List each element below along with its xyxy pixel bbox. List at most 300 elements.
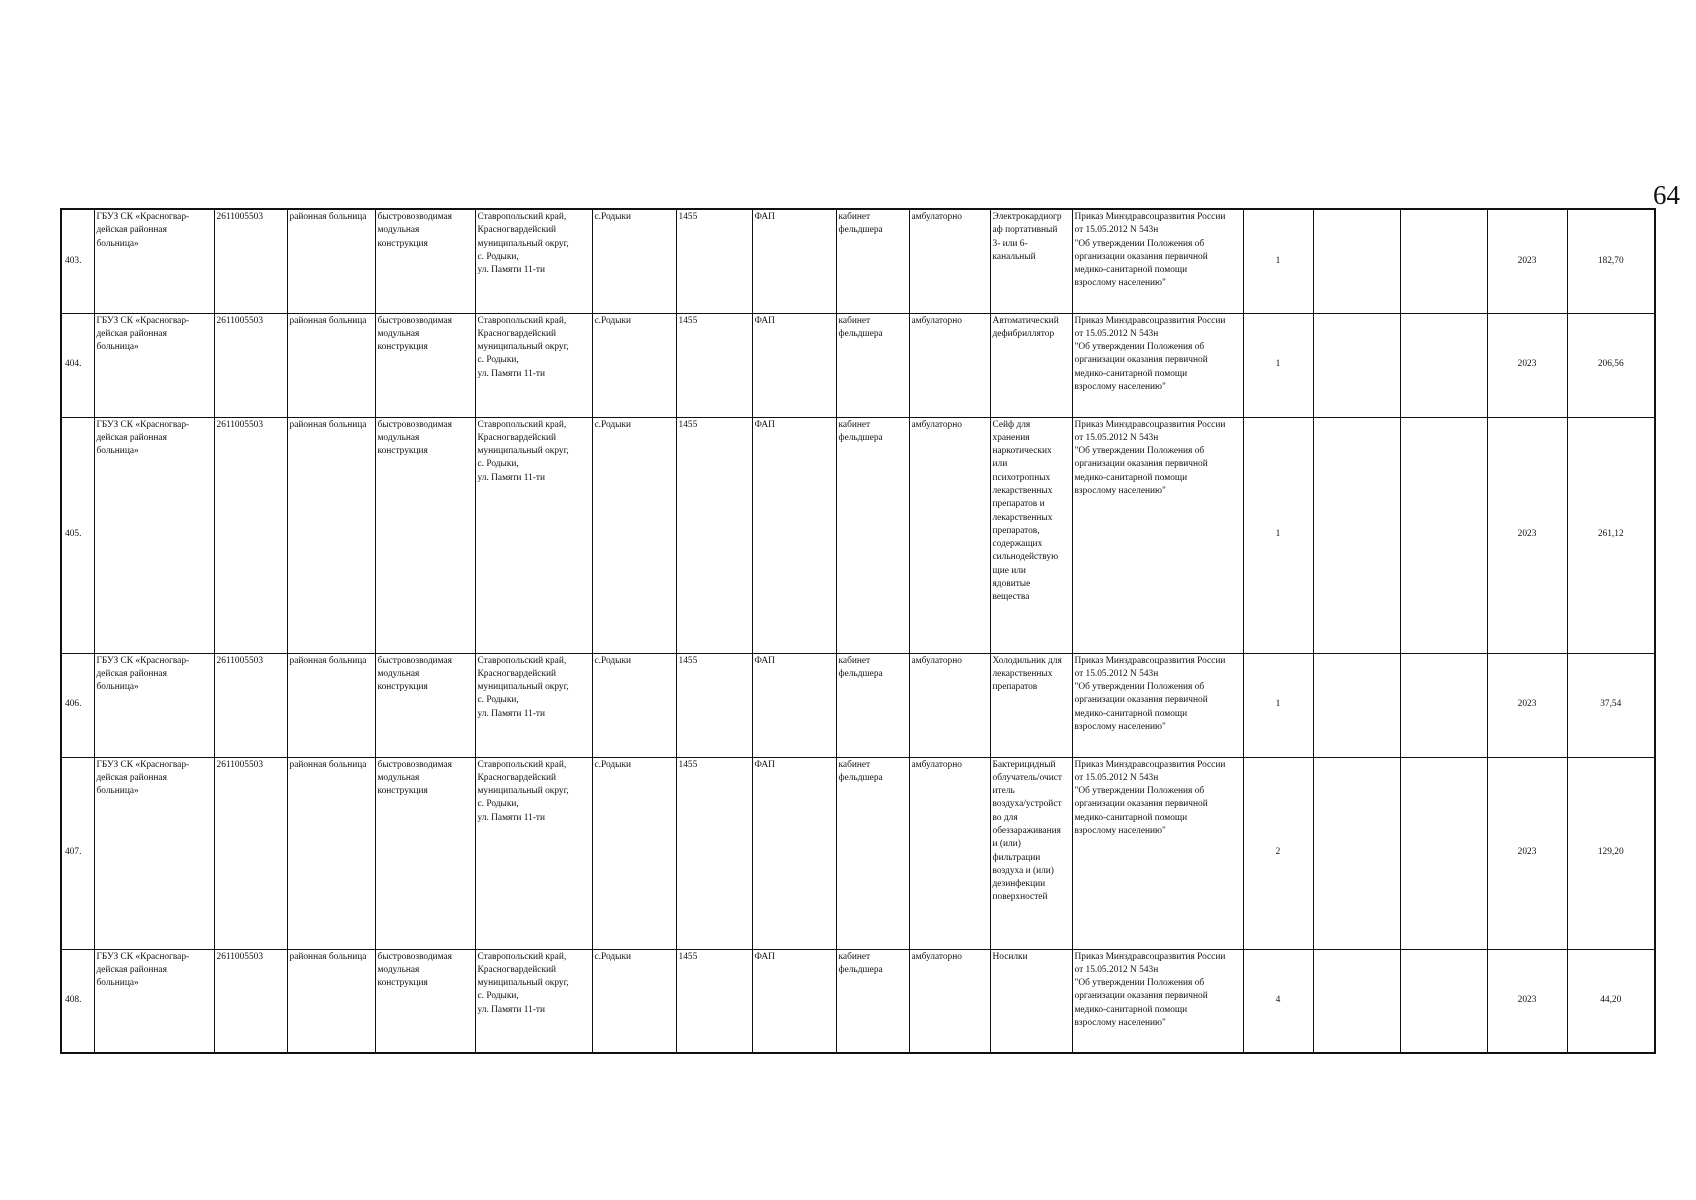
construction-type-line: конструкция [377, 978, 428, 989]
organization-name-line: дейская районная [96, 668, 167, 679]
address-line: Красногвардейский [477, 432, 557, 443]
address-line: ул. Памяти 11-ти [477, 265, 546, 276]
address-line: Ставропольский край, [477, 419, 567, 430]
inn-code-cell [214, 757, 287, 949]
regulation-order-cell [1072, 653, 1243, 757]
facility-type: районная больница [289, 759, 367, 770]
address-line: ул. Памяти 11-ти [477, 812, 546, 823]
room-line: кабинет [838, 759, 871, 770]
facility-type: районная больница [289, 315, 367, 326]
quantity-cell [1243, 313, 1313, 417]
table-row [61, 417, 1655, 653]
room-cell [836, 757, 909, 949]
address-cell [475, 757, 592, 949]
construction-type-line: модульная [377, 772, 420, 783]
regulation-order-line: от 15.05.2012 N 543н [1074, 328, 1159, 339]
equipment-name-line: лекарственных [992, 485, 1053, 496]
organization-name-line: ГБУЗ СК «Красногвар- [96, 759, 190, 770]
empty-cell-14-cell [1313, 313, 1400, 417]
room-line: фельдшера [838, 772, 883, 783]
regulation-order-line: Приказ Минздравсоцразвития России [1074, 951, 1226, 962]
address-line: муниципальный округ, [477, 786, 569, 797]
equipment-name-line: Носилки [992, 951, 1028, 962]
construction-type-line: конструкция [377, 446, 428, 457]
unit-type-cell [752, 313, 836, 417]
address-line: Ставропольский край, [477, 315, 567, 326]
address-line: муниципальный округ, [477, 978, 569, 989]
equipment-name-line: сильнодействую [992, 552, 1059, 563]
equipment-name-line: вещества [992, 592, 1030, 603]
address-line: Красногвардейский [477, 964, 557, 975]
equipment-name-line: обеззараживания [992, 825, 1061, 836]
quantity-cell [1243, 417, 1313, 653]
empty-cell-15-cell [1400, 757, 1487, 949]
row-number-cell [61, 417, 94, 653]
year-cell [1487, 313, 1567, 417]
construction-type-cell [375, 417, 475, 653]
equipment-name-line: воздуха/устройст [992, 799, 1062, 810]
organization-name-line: дейская районная [96, 432, 167, 443]
year: 2023 [1517, 847, 1537, 858]
facility-type: районная больница [289, 655, 367, 666]
equipment-name-line: препаратов [992, 682, 1038, 693]
unit-type: ФАП [754, 212, 775, 222]
construction-type-cell [375, 653, 475, 757]
room-line: кабинет [838, 951, 871, 962]
construction-type-line: быстровозводимая [377, 655, 452, 666]
population-cell [676, 417, 752, 653]
organization-name-cell [94, 949, 214, 1053]
row-number-cell [61, 757, 94, 949]
equipment-name-cell [990, 417, 1072, 653]
empty-cell-15-cell [1400, 313, 1487, 417]
empty-cell-14-cell [1313, 209, 1400, 313]
regulation-order-line: Приказ Минздравсоцразвития России [1074, 315, 1226, 326]
unit-type-cell [752, 757, 836, 949]
organization-name-line: дейская районная [96, 964, 167, 975]
regulation-order-line: организации оказания первичной [1074, 695, 1208, 706]
care-mode-cell [909, 949, 990, 1053]
population: 1455 [678, 419, 698, 430]
unit-type-cell [752, 209, 836, 313]
amount-cell [1567, 417, 1655, 653]
row-number-cell [61, 653, 94, 757]
room-cell [836, 209, 909, 313]
amount: 261,12 [1597, 529, 1624, 540]
empty-cell-14-cell [1313, 417, 1400, 653]
equipment-registry-table [60, 208, 1656, 1054]
regulation-order-line: Приказ Минздравсоцразвития России [1074, 759, 1226, 770]
unit-type: ФАП [754, 655, 775, 666]
regulation-order-line: взрослому населению" [1074, 485, 1166, 496]
organization-name-line: больница» [96, 342, 139, 353]
empty-cell-14-cell [1313, 653, 1400, 757]
care-mode-cell [909, 417, 990, 653]
construction-type-line: модульная [377, 432, 420, 443]
inn-code: 2611005503 [216, 655, 264, 666]
settlement: с.Родыки [594, 419, 632, 430]
facility-type: районная больница [289, 951, 367, 962]
inn-code: 2611005503 [216, 315, 264, 326]
row-number-cell [61, 949, 94, 1053]
facility-type-cell [287, 313, 375, 417]
equipment-name-line: лекарственных [992, 668, 1053, 679]
settlement-cell [592, 313, 676, 417]
amount: 37,54 [1600, 699, 1622, 710]
equipment-name-line: аф портативный [992, 225, 1058, 236]
quantity-cell [1243, 949, 1313, 1053]
year: 2023 [1517, 699, 1537, 710]
address-line: Ставропольский край, [477, 951, 567, 962]
population: 1455 [678, 951, 698, 962]
room-line: фельдшера [838, 225, 883, 236]
equipment-name-line: фильтрации [992, 852, 1041, 863]
table-row [61, 653, 1655, 757]
regulation-order-line: организации оказания первичной [1074, 799, 1208, 810]
construction-type-line: быстровозводимая [377, 315, 452, 326]
construction-type-line: модульная [377, 668, 420, 679]
population-cell [676, 313, 752, 417]
construction-type-line: конструкция [377, 786, 428, 797]
address-line: муниципальный округ, [477, 682, 569, 693]
population-cell [676, 757, 752, 949]
regulation-order-line: Приказ Минздравсоцразвития России [1074, 655, 1226, 666]
quantity-cell [1243, 209, 1313, 313]
regulation-order-line: медико-санитарной помощи [1074, 812, 1188, 823]
care-mode: амбулаторно [911, 315, 962, 326]
care-mode: амбулаторно [911, 951, 962, 962]
construction-type-line: конструкция [377, 342, 428, 353]
address-line: с. Родыки, [477, 799, 519, 810]
regulation-order-line: от 15.05.2012 N 543н [1074, 772, 1159, 783]
table-row [61, 313, 1655, 417]
equipment-name-line: поверхностей [992, 892, 1048, 903]
regulation-order-cell [1072, 417, 1243, 653]
regulation-order-line: "Об утверждении Положения об [1074, 682, 1205, 693]
construction-type-cell [375, 757, 475, 949]
regulation-order-line: медико-санитарной помощи [1074, 368, 1188, 379]
facility-type-cell [287, 653, 375, 757]
settlement-cell [592, 209, 676, 313]
equipment-name-line: Бактерицидный [992, 759, 1056, 770]
construction-type-line: быстровозводимая [377, 212, 452, 222]
unit-type: ФАП [754, 759, 775, 770]
organization-name-line: дейская районная [96, 225, 167, 236]
address-line: муниципальный округ, [477, 446, 569, 457]
empty-cell-15-cell [1400, 653, 1487, 757]
equipment-name-line: наркотических [992, 446, 1052, 457]
construction-type-cell [375, 949, 475, 1053]
care-mode-cell [909, 653, 990, 757]
unit-type: ФАП [754, 315, 775, 326]
amount: 129,20 [1597, 847, 1624, 858]
address-cell [475, 209, 592, 313]
room-line: кабинет [838, 419, 871, 430]
regulation-order-line: взрослому населению" [1074, 381, 1166, 392]
facility-type: районная больница [289, 212, 367, 222]
organization-name-line: больница» [96, 786, 139, 797]
population-cell [676, 949, 752, 1053]
facility-type: районная больница [289, 419, 367, 430]
year-cell [1487, 949, 1567, 1053]
construction-type-line: быстровозводимая [377, 759, 452, 770]
year-cell [1487, 417, 1567, 653]
settlement: с.Родыки [594, 951, 632, 962]
inn-code-cell [214, 209, 287, 313]
settlement: с.Родыки [594, 759, 632, 770]
amount: 44,20 [1600, 995, 1622, 1006]
organization-name-line: ГБУЗ СК «Красногвар- [96, 951, 190, 962]
care-mode: амбулаторно [911, 655, 962, 666]
address-cell [475, 949, 592, 1053]
table-row [61, 209, 1655, 313]
equipment-name-line: ядовитые [992, 579, 1031, 590]
settlement: с.Родыки [594, 655, 632, 666]
equipment-name-line: препаратов и [992, 499, 1045, 510]
room-line: кабинет [838, 655, 871, 666]
row-number: 406. [65, 699, 82, 710]
row-number: 405. [65, 529, 82, 540]
quantity: 1 [1275, 699, 1281, 710]
year: 2023 [1517, 255, 1537, 266]
equipment-name-line: хранения [992, 432, 1030, 443]
settlement-cell [592, 757, 676, 949]
regulation-order-line: "Об утверждении Положения об [1074, 446, 1205, 457]
organization-name-line: больница» [96, 446, 139, 457]
year-cell [1487, 209, 1567, 313]
construction-type-line: конструкция [377, 238, 428, 249]
settlement-cell [592, 949, 676, 1053]
equipment-name-line: Электрокардиогр [992, 212, 1062, 222]
population-cell [676, 209, 752, 313]
regulation-order-line: "Об утверждении Положения об [1074, 978, 1205, 989]
row-number: 407. [65, 847, 82, 858]
unit-type-cell [752, 653, 836, 757]
regulation-order-line: "Об утверждении Положения об [1074, 786, 1205, 797]
page-number: 64 [1653, 180, 1680, 210]
equipment-name-line: дефибриллятор [992, 328, 1055, 339]
address-line: Красногвардейский [477, 772, 557, 783]
amount-cell [1567, 313, 1655, 417]
regulation-order-line: "Об утверждении Положения об [1074, 342, 1205, 353]
address-cell [475, 417, 592, 653]
unit-type: ФАП [754, 419, 775, 430]
population: 1455 [678, 315, 698, 326]
organization-name-cell [94, 313, 214, 417]
empty-cell-15-cell [1400, 209, 1487, 313]
inn-code: 2611005503 [216, 759, 264, 770]
unit-type-cell [752, 417, 836, 653]
regulation-order-line: взрослому населению" [1074, 278, 1166, 289]
regulation-order-line: медико-санитарной помощи [1074, 1004, 1188, 1015]
row-number: 404. [65, 359, 82, 370]
regulation-order-cell [1072, 209, 1243, 313]
settlement: с.Родыки [594, 315, 632, 326]
address-line: ул. Памяти 11-ти [477, 472, 546, 483]
quantity-cell [1243, 757, 1313, 949]
organization-name-line: больница» [96, 238, 139, 249]
room-cell [836, 313, 909, 417]
regulation-order-line: взрослому населению" [1074, 721, 1166, 732]
address-line: ул. Памяти 11-ти [477, 368, 546, 379]
regulation-order-cell [1072, 757, 1243, 949]
table-row [61, 949, 1655, 1053]
organization-name-line: ГБУЗ СК «Красногвар- [96, 315, 190, 326]
room-cell [836, 653, 909, 757]
amount-cell [1567, 949, 1655, 1053]
organization-name-line: ГБУЗ СК «Красногвар- [96, 655, 190, 666]
amount-cell [1567, 209, 1655, 313]
construction-type-line: модульная [377, 225, 420, 236]
unit-type: ФАП [754, 951, 775, 962]
settlement-cell [592, 417, 676, 653]
address-line: ул. Памяти 11-ти [477, 1004, 546, 1015]
organization-name-line: ГБУЗ СК «Красногвар- [96, 419, 190, 430]
organization-name-line: ГБУЗ СК «Красногвар- [96, 212, 190, 222]
population: 1455 [678, 759, 698, 770]
address-line: муниципальный округ, [477, 342, 569, 353]
amount: 206,56 [1597, 359, 1624, 370]
regulation-order-cell [1072, 313, 1243, 417]
registry-body [61, 209, 1655, 1053]
regulation-order-line: организации оказания первичной [1074, 355, 1208, 366]
regulation-order-line: организации оказания первичной [1074, 251, 1208, 262]
equipment-name-line: итель [992, 786, 1015, 797]
address-line: Красногвардейский [477, 668, 557, 679]
organization-name-cell [94, 209, 214, 313]
equipment-name-line: 3- или 6- [992, 238, 1028, 249]
equipment-name-line: психотропных [992, 472, 1051, 483]
construction-type-line: быстровозводимая [377, 419, 452, 430]
equipment-name-line: Автоматический [992, 315, 1059, 326]
equipment-name-line: воздуха и (или) [992, 865, 1054, 876]
unit-type-cell [752, 949, 836, 1053]
settlement-cell [592, 653, 676, 757]
facility-type-cell [287, 417, 375, 653]
quantity: 2 [1275, 847, 1281, 858]
quantity-cell [1243, 653, 1313, 757]
room-cell [836, 949, 909, 1053]
empty-cell-14-cell [1313, 949, 1400, 1053]
regulation-order-line: взрослому населению" [1074, 1017, 1166, 1028]
equipment-name-line: Холодильник для [992, 655, 1062, 666]
amount: 182,70 [1597, 255, 1624, 266]
inn-code: 2611005503 [216, 419, 264, 430]
care-mode: амбулаторно [911, 759, 962, 770]
construction-type-line: модульная [377, 328, 420, 339]
regulation-order-line: Приказ Минздравсоцразвития России [1074, 212, 1226, 222]
equipment-name-cell [990, 757, 1072, 949]
inn-code-cell [214, 653, 287, 757]
equipment-name-cell [990, 949, 1072, 1053]
room-line: фельдшера [838, 964, 883, 975]
empty-cell-14-cell [1313, 757, 1400, 949]
address-line: с. Родыки, [477, 459, 519, 470]
empty-cell-15-cell [1400, 949, 1487, 1053]
address-line: с. Родыки, [477, 991, 519, 1002]
equipment-name-line: или [992, 459, 1008, 470]
equipment-name-line: во для [992, 812, 1018, 823]
equipment-name-line: дезинфекции [992, 879, 1046, 890]
room-cell [836, 417, 909, 653]
row-number: 408. [65, 995, 82, 1006]
regulation-order-line: организации оказания первичной [1074, 991, 1208, 1002]
regulation-order-line: от 15.05.2012 N 543н [1074, 432, 1159, 443]
population-cell [676, 653, 752, 757]
facility-type-cell [287, 757, 375, 949]
equipment-name-line: облучатель/очист [992, 772, 1062, 783]
equipment-name-line: канальный [992, 251, 1036, 262]
room-line: кабинет [838, 315, 871, 326]
amount-cell [1567, 757, 1655, 949]
organization-name-cell [94, 653, 214, 757]
equipment-name-line: содержащих [992, 539, 1043, 550]
year-cell [1487, 653, 1567, 757]
regulation-order-line: "Об утверждении Положения об [1074, 238, 1205, 249]
address-line: Ставропольский край, [477, 759, 567, 770]
population: 1455 [678, 655, 698, 666]
organization-name-cell [94, 757, 214, 949]
quantity: 1 [1275, 529, 1281, 540]
room-line: кабинет [838, 212, 871, 222]
organization-name-cell [94, 417, 214, 653]
inn-code: 2611005503 [216, 951, 264, 962]
facility-type-cell [287, 209, 375, 313]
care-mode-cell [909, 757, 990, 949]
construction-type-line: быстровозводимая [377, 951, 452, 962]
regulation-order-line: от 15.05.2012 N 543н [1074, 668, 1159, 679]
address-line: Красногвардейский [477, 225, 557, 236]
address-cell [475, 313, 592, 417]
regulation-order-line: от 15.05.2012 N 543н [1074, 964, 1159, 975]
regulation-order-line: от 15.05.2012 N 543н [1074, 225, 1159, 236]
construction-type-cell [375, 313, 475, 417]
organization-name-line: дейская районная [96, 328, 167, 339]
address-line: Красногвардейский [477, 328, 557, 339]
regulation-order-line: организации оказания первичной [1074, 459, 1208, 470]
inn-code-cell [214, 949, 287, 1053]
row-number-cell [61, 209, 94, 313]
address-line: Ставропольский край, [477, 655, 567, 666]
regulation-order-line: медико-санитарной помощи [1074, 708, 1188, 719]
population: 1455 [678, 212, 698, 222]
care-mode: амбулаторно [911, 419, 962, 430]
address-line: с. Родыки, [477, 355, 519, 366]
inn-code-cell [214, 417, 287, 653]
facility-type-cell [287, 949, 375, 1053]
regulation-order-line: Приказ Минздравсоцразвития России [1074, 419, 1226, 430]
row-number: 403. [65, 255, 82, 266]
settlement: с.Родыки [594, 212, 632, 222]
quantity: 4 [1275, 995, 1281, 1006]
year-cell [1487, 757, 1567, 949]
regulation-order-line: медико-санитарной помощи [1074, 265, 1188, 276]
table-row [61, 757, 1655, 949]
equipment-name-line: Сейф для [992, 419, 1031, 430]
address-line: с. Родыки, [477, 251, 519, 262]
equipment-name-line: щие или [992, 565, 1026, 576]
year: 2023 [1517, 995, 1537, 1006]
construction-type-cell [375, 209, 475, 313]
room-line: фельдшера [838, 432, 883, 443]
construction-type-line: конструкция [377, 682, 428, 693]
inn-code: 2611005503 [216, 212, 264, 222]
year: 2023 [1517, 359, 1537, 370]
equipment-name-cell [990, 313, 1072, 417]
equipment-name-line: лекарственных [992, 512, 1053, 523]
empty-cell-15-cell [1400, 417, 1487, 653]
inn-code-cell [214, 313, 287, 417]
